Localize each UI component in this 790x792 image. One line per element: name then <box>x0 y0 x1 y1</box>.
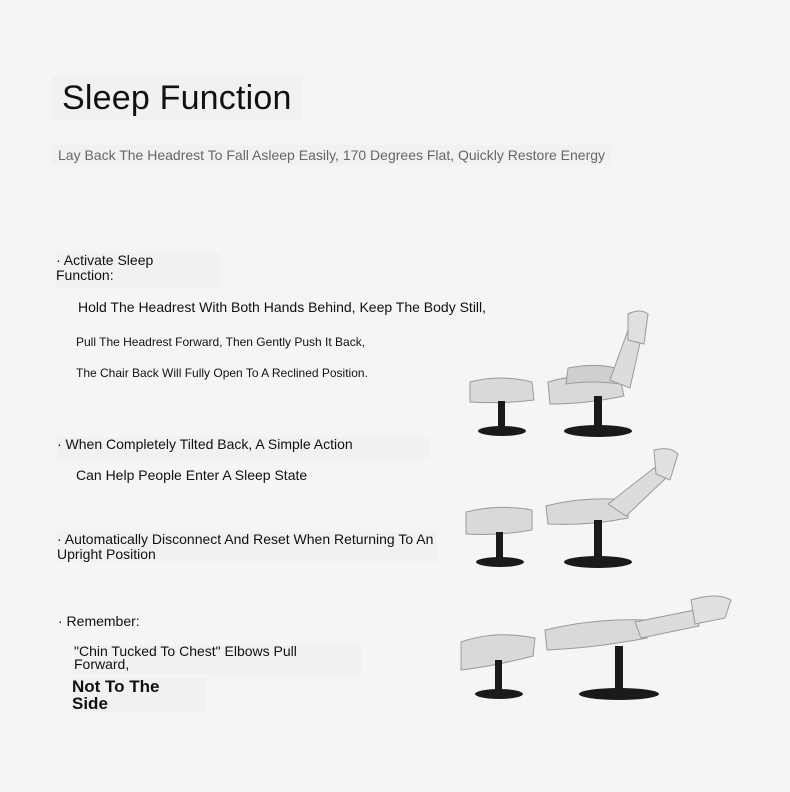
remember-note <box>74 645 362 675</box>
recliner-flat-illustration <box>455 590 735 706</box>
remember-note-line2: Forward, <box>74 656 130 672</box>
remember-emphasis-line2: Side <box>72 694 108 713</box>
remember-emphasis <box>72 678 206 712</box>
page-title: Sleep Function <box>52 76 302 120</box>
activate-step-1: Hold The Headrest With Both Hands Behind, Keep The Body Still, <box>78 299 487 315</box>
remember-emphasis-line1: Not To The <box>72 677 160 696</box>
activate-heading-line1: · Activate Sleep <box>56 252 154 268</box>
tilt-heading: · When Completely Tilted Back, A Simple Action <box>57 437 429 459</box>
reset-note <box>57 532 437 562</box>
remember-note-line1: "Chin Tucked To Chest" Elbows Pull <box>74 643 297 659</box>
activate-heading-line2: Function: <box>56 267 114 283</box>
reset-note-line1: · Automatically Disconnect And Reset When Returning To An <box>57 531 434 547</box>
reset-note-line2: Upright Position <box>57 546 156 562</box>
activate-step-3: The Chair Back Will Fully Open To A Reclined Position. <box>76 366 368 380</box>
recliner-tilted-illustration <box>458 444 688 572</box>
page-subtitle: Lay Back The Headrest To Fall Asleep Easily, 170 Degrees Flat, Quickly Restore Energy <box>52 145 611 165</box>
activate-step-2: Pull The Headrest Forward, Then Gently Push It Back, <box>76 335 366 349</box>
recliner-upright-illustration <box>460 300 660 442</box>
activate-heading <box>56 253 220 287</box>
tilt-detail: Can Help People Enter A Sleep State <box>76 467 308 483</box>
remember-heading: · Remember: <box>58 613 140 629</box>
